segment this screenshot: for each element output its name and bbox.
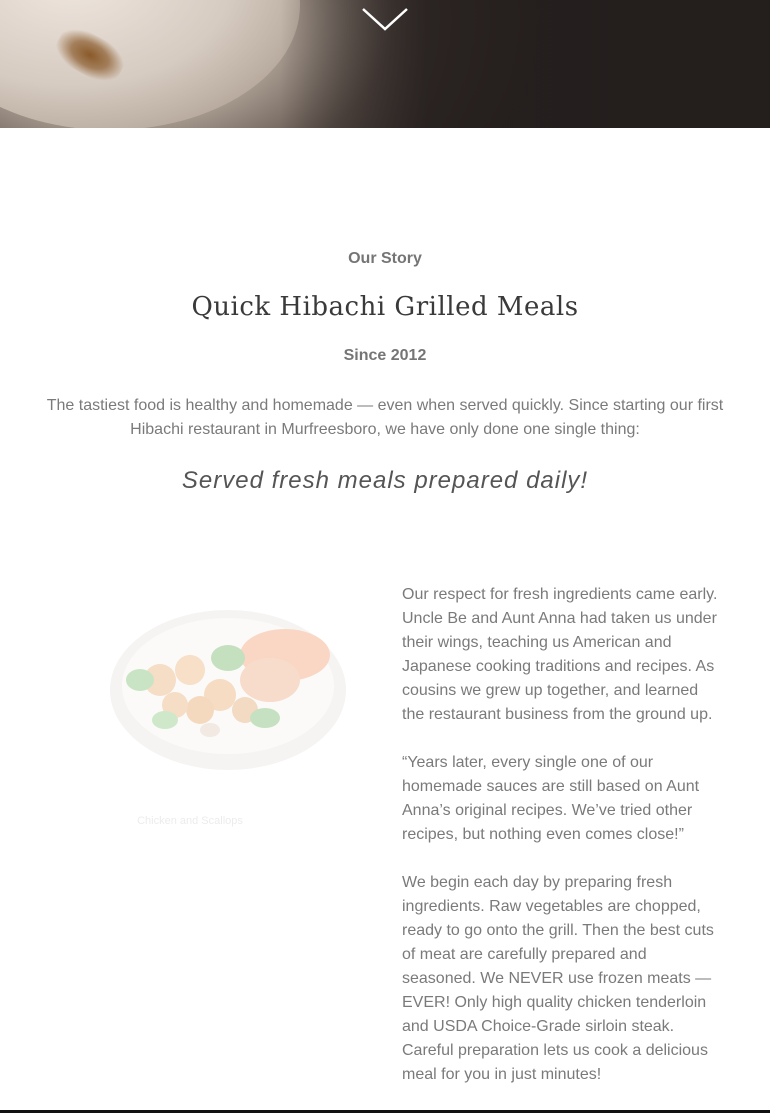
tagline: Served fresh meals prepared daily! — [181, 467, 589, 494]
section-headline: Quick Hibachi Grilled Meals — [191, 292, 579, 322]
since-label: Since 2012 — [343, 347, 427, 364]
intro-paragraph: The tastiest food is healthy and homemade — even when served quickly. Since starting our first Hibachi restaurant in Murfreesboro, we have only done one single thing: — [46, 397, 724, 438]
food-image — [100, 600, 350, 775]
story-paragraph: Our respect for fresh ingredients came early. Uncle Be and Aunt Anna had taken us under their wings, teaching us American and Japanese cooking traditions and recipes. As cousins we grew up together, and learned the restaurant business from the ground up. — [402, 586, 718, 723]
story-paragraph: We begin each day by preparing fresh ingredients. Raw vegetables are chopped, ready to go onto the grill. Then the best cuts of meat are carefully prepared and seasoned. We NEVER use frozen meats — EVER! Only high quality chicken tenderloin and USDA Choice-Grade sirloin steak. Careful preparation lets us cook a delicious meal for you in just minutes! — [402, 874, 714, 1083]
chevron-down-icon[interactable] — [361, 6, 409, 32]
image-caption: Chicken and Scallops — [137, 815, 243, 827]
hero-plate-image — [0, 0, 300, 128]
hero-shadow — [280, 0, 770, 128]
hero-banner — [0, 0, 770, 128]
story-text — [402, 583, 724, 1111]
section-eyebrow: Our Story — [348, 250, 422, 267]
quote-paragraph: “Years later, every single one of our homemade sauces are still based on Aunt Anna’s original recipes. We’ve tried other recipes, but nothing even comes close!” — [402, 754, 700, 843]
